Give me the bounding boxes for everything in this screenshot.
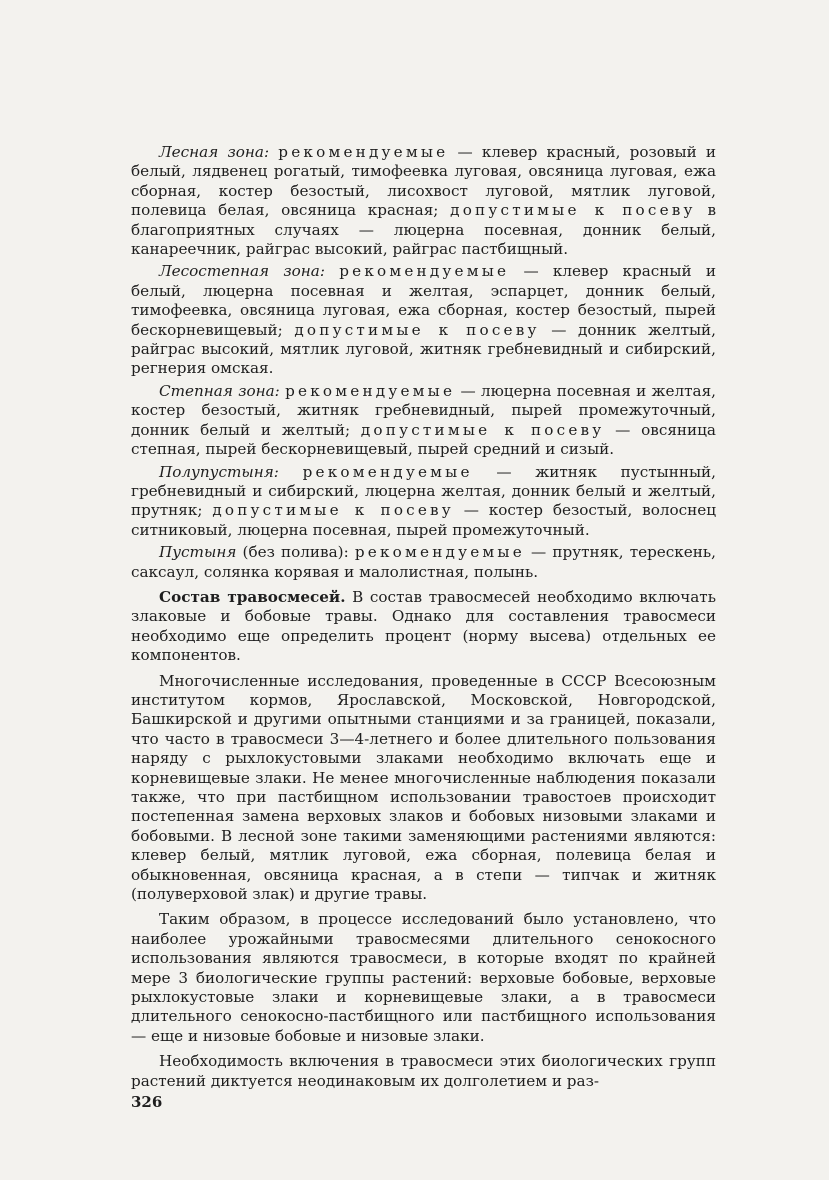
zone-label: Полупустыня: xyxy=(159,462,279,481)
paragraph-forest-steppe-zone xyxy=(131,262,716,378)
paragraph-composition xyxy=(131,588,716,666)
zone-label: Лесостепная зона: xyxy=(159,262,325,281)
recommended-list: — клевер красный, розовый и белый, лядвенец рогатый, тимофеевка луговая, овсяница луговая, ежа сборная, костер безостый, лисохвост луговой, мятлик луговой, полевица белая, овсяница красная; xyxy=(131,143,717,220)
permitted-list: — овсяница степная, пырей бескорневищевый, пырей средний и сизый. xyxy=(131,420,716,459)
irrigation-note: (без полива): xyxy=(236,543,355,562)
page-number: 326 xyxy=(131,1093,163,1111)
paragraph-conclusion: Таким образом, в процессе исследований было установлено, что наиболее урожайными травосмесями длительного сенокосного использования являются травосмеси, в которые входят по крайней мере 3 биологические группы растений: верховые бобовые, верховые рыхлокустовые злаки и корневищевые злаки, а в травосмеси длительного сенокосно-пастбищного или пастбищного использования — еще и низовые бобовые и низовые злаки. xyxy=(131,910,716,1045)
permitted-label: допустимые к посеву xyxy=(212,501,454,520)
permitted-list: — костер безостый, волоснец ситниковый, люцерна посевная, пырей промежуточный. xyxy=(131,501,717,539)
zone-label: Лесная зона: xyxy=(159,143,270,161)
permitted-label: допустимые к посеву xyxy=(294,320,540,339)
permitted-label: допустимые к посеву xyxy=(360,420,605,439)
paragraph-necessity: Необходимость включения в травосмеси этих биологических групп растений диктуется неодинаковым их долголетием и раз- xyxy=(131,1052,716,1090)
zone-label: Степная зона: xyxy=(159,381,280,400)
permitted-list: в благоприятных случаях — люцерна посевная, донник белый, канареечник, райграс высокий, райграс пастбищный. xyxy=(131,201,716,259)
zone-label: Пустыня xyxy=(159,543,237,562)
recommended-label: рекомендуемые xyxy=(302,462,473,481)
permitted-label: допустимые к посеву xyxy=(450,201,696,220)
page-body xyxy=(131,143,716,1094)
recommended-label: рекомендуемые xyxy=(339,262,510,281)
recommended-list: — житняк пустынный, гребневидный и сибирский, люцерна желтая, донник белый и желтый, прутняк; xyxy=(131,462,716,520)
recommended-label: рекомендуемые xyxy=(285,381,456,400)
paragraph-semi-desert xyxy=(131,463,716,541)
permitted-list: — донник желтый, райграс высокий, мятлик луговой, житняк гребневидный и сибирский, регнерия омская. xyxy=(131,320,717,378)
paragraph-research: Многочисленные исследования, проведенные в СССР Всесоюзным институтом кормов, Ярославской, Московской, Новгородской, Башкирской и другими опытными станциями и за границей, показали, что часто в травосмеси 3—4-летнего и более длительного пользования наряду с рыхлокустовыми злаками необходимо включать еще и корневищевые злаки. Не менее многочисленные наблюдения показали также, что при пастбищном использовании травостоев происходит постепенная замена верховых злаков и бобовых низовыми злаками и бобовыми. В лесной зоне такими заменяющими растениями являются: клевер белый, мятлик луговой, ежа сборная, полевица белая и обыкновенная, овсяница красная, а в степи — типчак и житняк (полуверховой злак) и другие травы. xyxy=(131,671,716,904)
recommended-list: — прутняк, терескень, саксаул, солянка корявая и малолистная, полынь. xyxy=(131,543,716,581)
paragraph-steppe-zone xyxy=(131,382,716,460)
paragraph-forest-zone xyxy=(131,143,716,259)
section-heading: Состав травосмесей. xyxy=(159,587,346,606)
recommended-list: — клевер красный и белый, люцерна посевная и желтая, эспарцет, донник белый, тимофеевка, овсяница луговая, ежа сборная, костер безостый, пырей бескорневищевый; xyxy=(131,262,717,339)
recommended-label: рекомендуемые xyxy=(354,543,525,562)
composition-text: В состав травосмесей необходимо включать злаковые и бобовые травы. Однако для составления травосмеси необходимо еще определить процент (норму высева) отдельных ее компонентов. xyxy=(131,587,716,665)
recommended-label: рекомендуемые xyxy=(278,143,449,161)
paragraph-desert xyxy=(131,543,716,582)
recommended-list: — люцерна посевная и желтая, костер безостый, житняк гребневидный, пырей промежуточный, донник белый и желтый; xyxy=(131,381,717,439)
